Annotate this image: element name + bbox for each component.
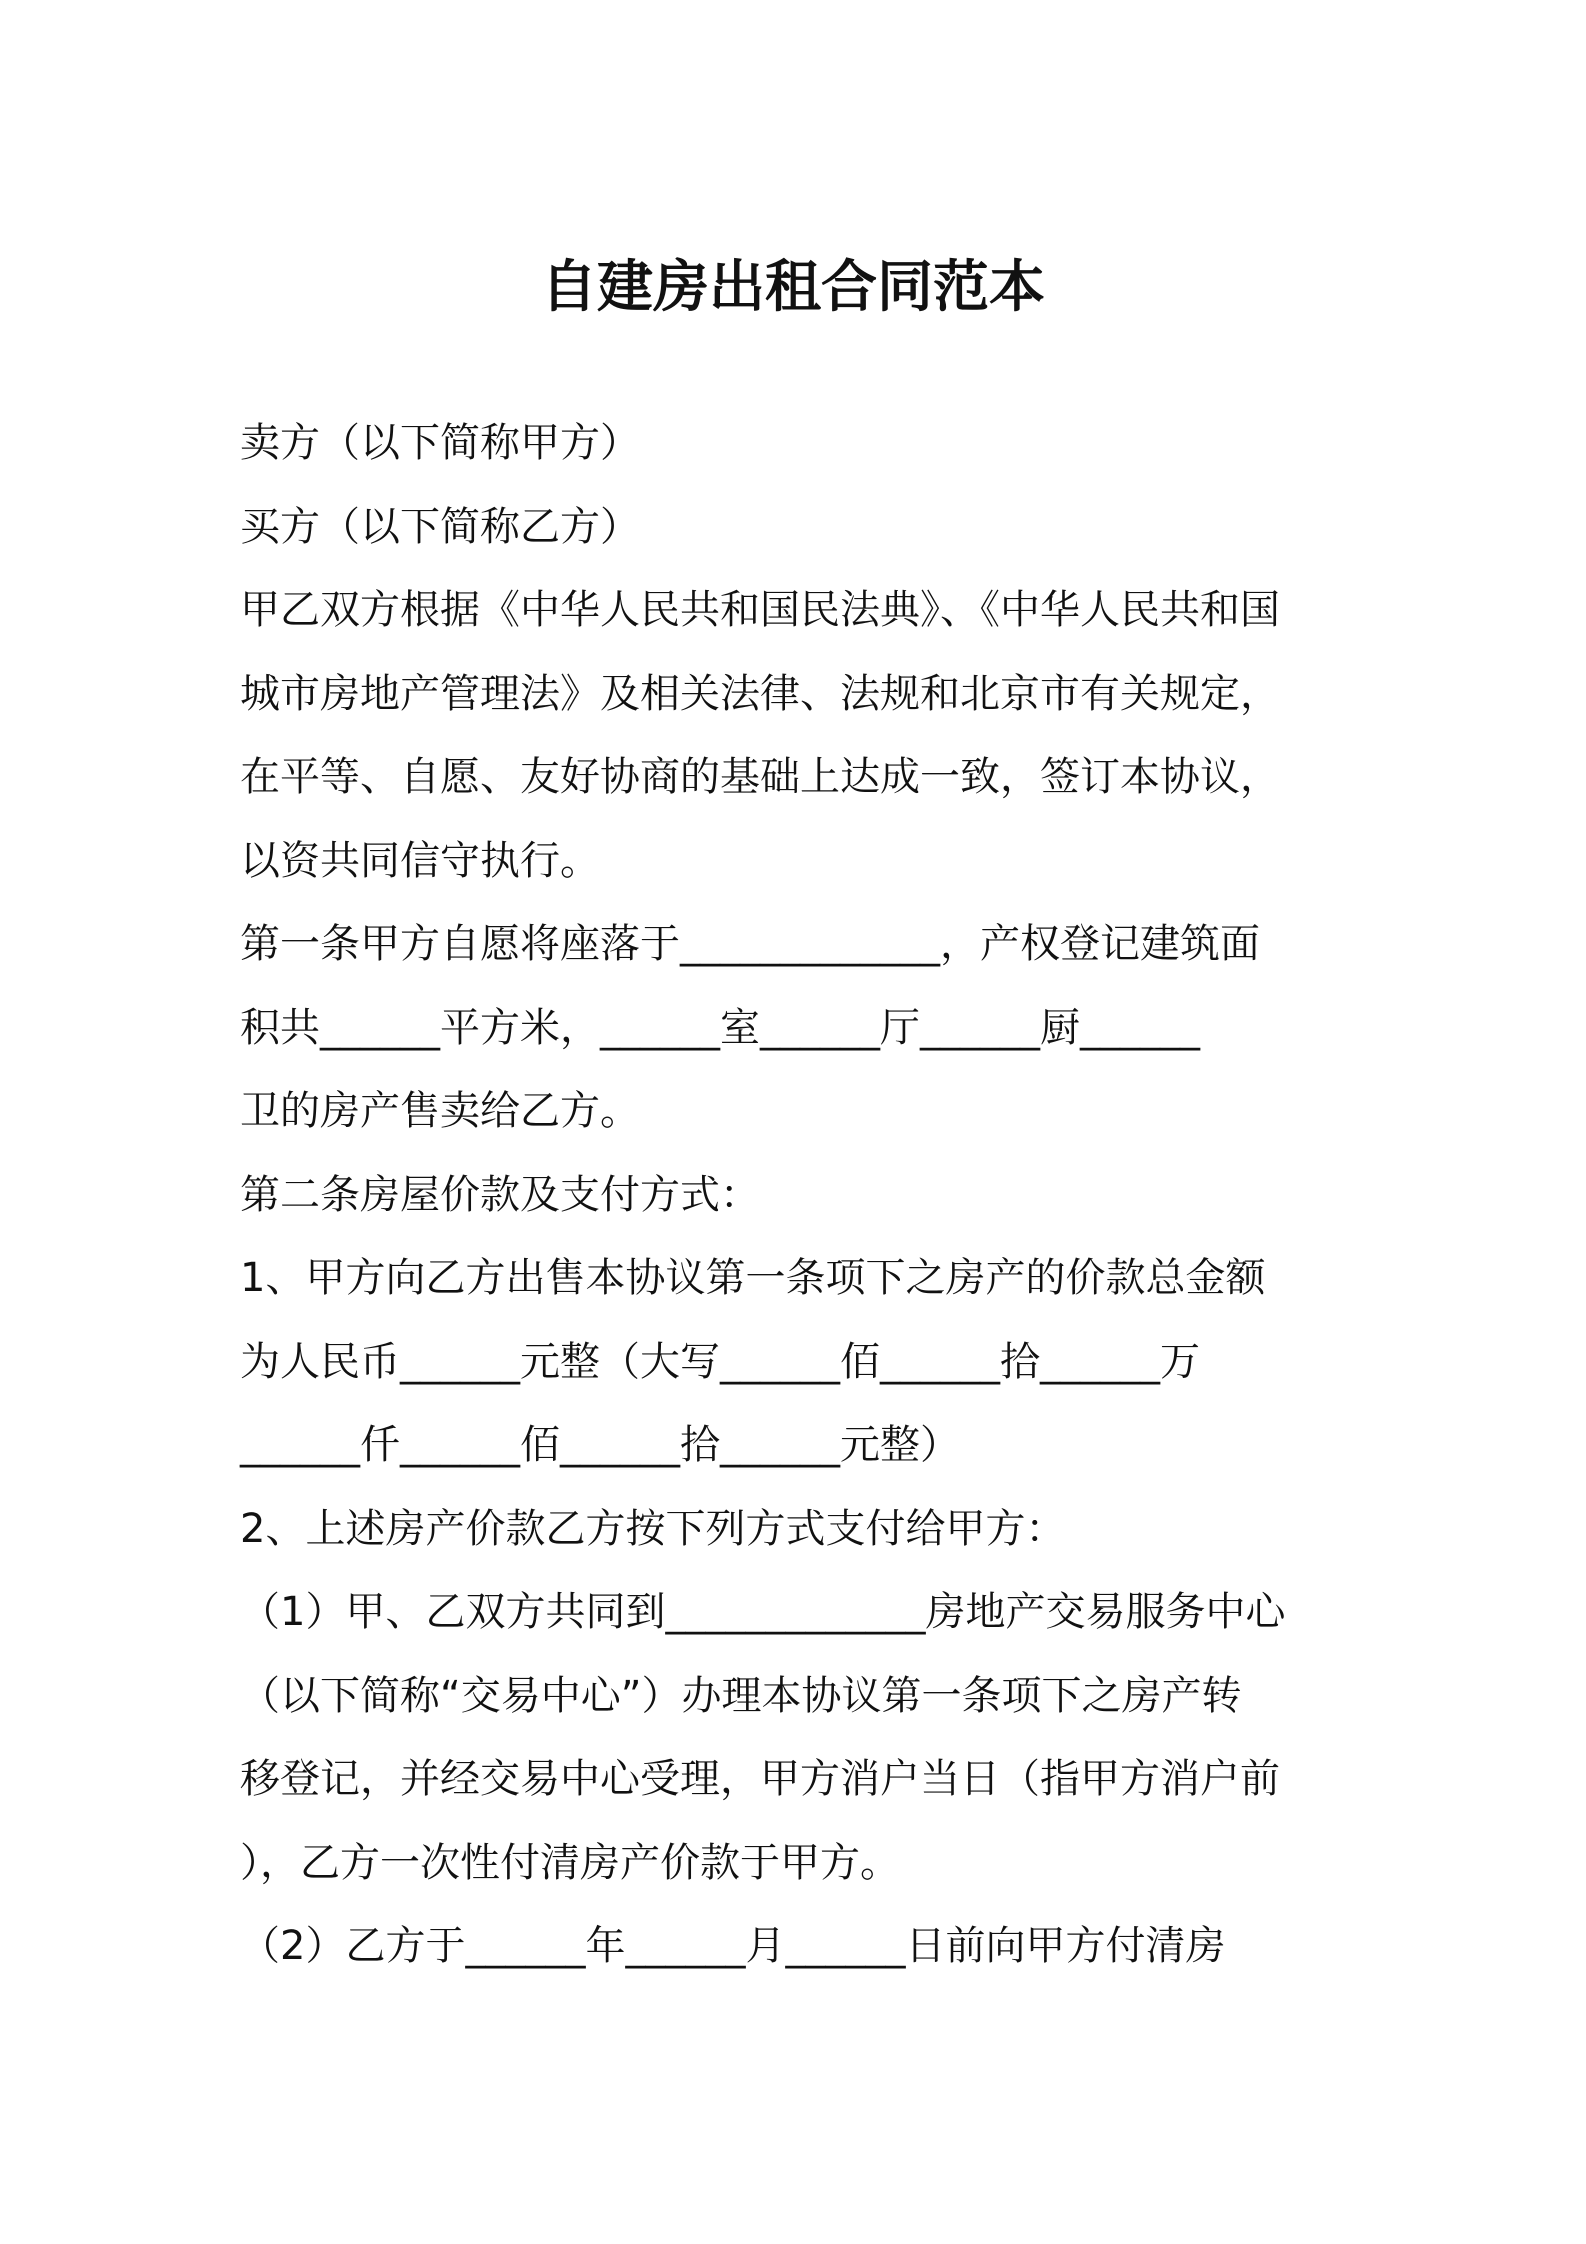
text-line: 移登记，并经交易中心受理，甲方消户当日（指甲方消户前 [240, 1756, 1280, 1802]
document-title: 自建房出租合同范本 [541, 255, 1045, 320]
text-line: 买方（以下简称乙方） [240, 503, 640, 550]
text-line: 在平等、自愿、友好协商的基础上达成一致，签订本协议， [240, 754, 1280, 800]
text-line: 1、甲方向乙方出售本协议第一条项下之房产的价款总金额 [240, 1255, 1266, 1301]
text-line: （2）乙方于______年______月______日前向甲方付清房 [240, 1923, 1226, 1969]
text-line: 第二条房屋价款及支付方式： [240, 1171, 760, 1218]
text-line: 第一条甲方自愿将座落于_____________，产权登记建筑面 [240, 921, 1260, 967]
text-line: 卫的房产售卖给乙方。 [240, 1088, 640, 1134]
text-line: ），乙方一次性付清房产价款于甲方。 [240, 1839, 900, 1886]
text-line: 卖方（以下简称甲方） [240, 420, 640, 466]
text-line: 甲乙双方根据《中华人民共和国民法典》、《中华人民共和国 [240, 587, 1280, 633]
text-line: （1）甲、乙双方共同到_____________房地产交易服务中心 [240, 1589, 1286, 1635]
text-line: 2、上述房产价款乙方按下列方式支付给甲方： [240, 1505, 1066, 1552]
text-line: 以资共同信守执行。 [240, 837, 600, 884]
text-line: 为人民币______元整（大写______佰______拾______万 [240, 1338, 1200, 1385]
text-line: 城市房地产管理法》及相关法律、法规和北京市有关规定， [240, 670, 1280, 717]
text-line: 积共______平方米，______室______厅______厨______ [240, 1004, 1200, 1051]
document-body [240, 402, 1352, 1989]
text-line: ______仟______佰______拾______元整） [240, 1422, 960, 1468]
text-line: （以下简称“交易中心”）办理本协议第一条项下之房产转 [240, 1672, 1242, 1719]
